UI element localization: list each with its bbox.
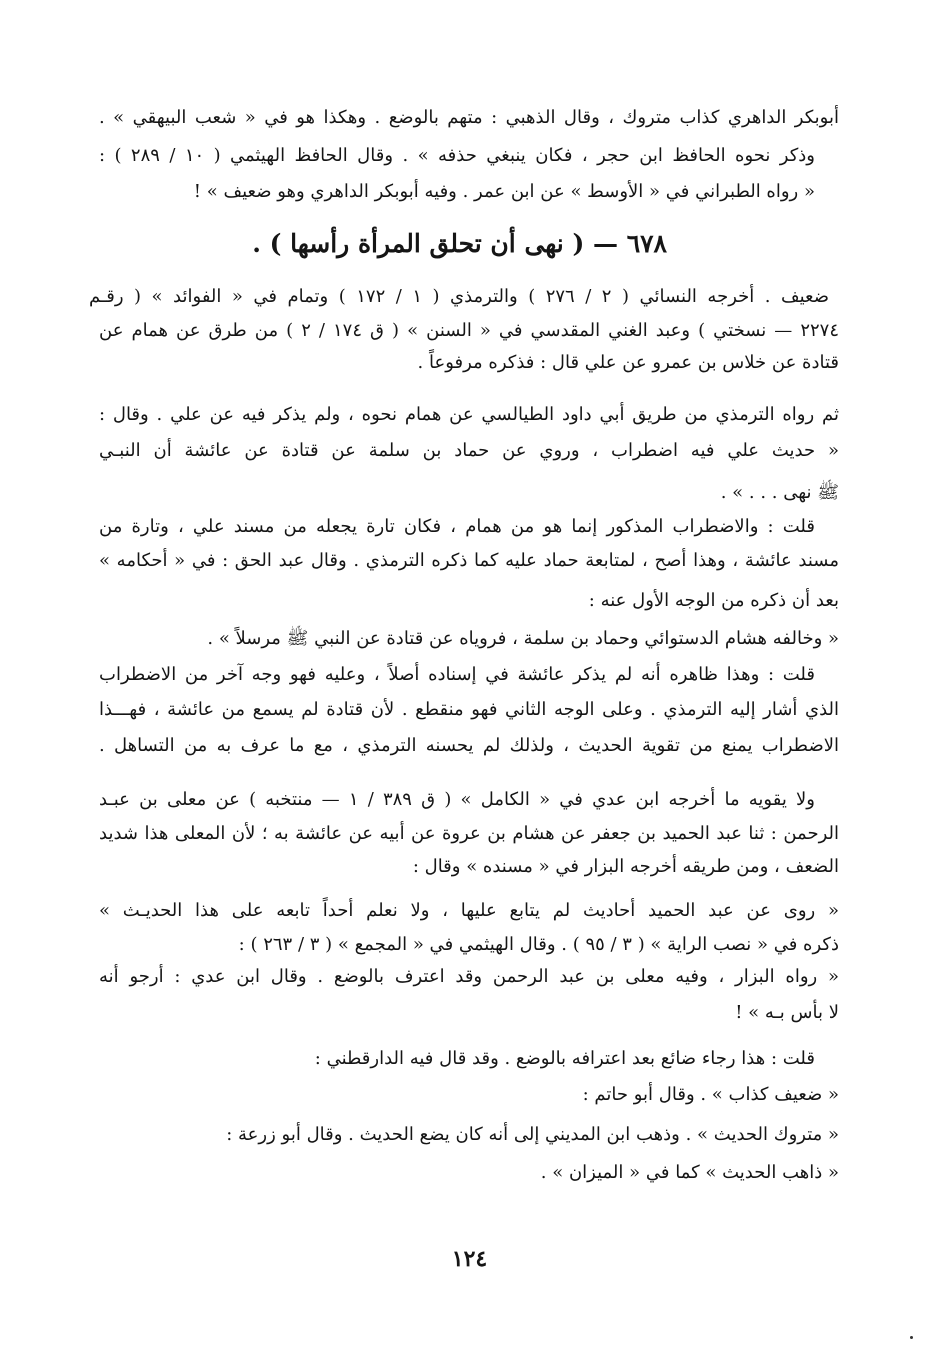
- text-line: الاضطراب يمنع من تقوية الحديث ، ولذلك لم يحسنه الترمذي ، مع ما عرف به من التساهل .: [99, 735, 839, 756]
- text-line: قلت : وهذا ظاهره أنه لم يذكر عائشة في إسناده أصلاً ، وعليه فهو وجه آخر من الاضطراب: [99, 664, 815, 685]
- text-line: ثم رواه الترمذي من طريق أبي داود الطيالسي عن همام نحوه ، ولم يذكر فيه عن علي . وقال :: [99, 404, 839, 425]
- text-line: الضعف ، ومن طريقه أخرجه البزار في « مسنده » وقال :: [412, 856, 839, 877]
- text-line: ﷺ نهى . . . » .: [720, 482, 839, 503]
- scan-speck: [910, 1336, 913, 1339]
- text-line: « وخالفه هشام الدستوائي وحماد بن سلمة ، فروياه عن قتادة عن النبي ﷺ مرسلاً » .: [207, 628, 839, 649]
- text-line: ذكره في « نصب الراية » ( ٣ / ٩٥ ) . وقال الهيثمي في « المجمع » ( ٣ / ٢٦٣ ) :: [238, 934, 839, 955]
- text-line: الرحمن : ثنا عبد الحميد بن جعفر عن هشام بن عروة عن أبيه عن عائشة به ؛ لأن المعلى هذا شديد: [99, 823, 839, 844]
- text-line: « متروك الحديث » . وذهب ابن المديني إلى أنه كان يضع الحديث . وقال أبو زرعة :: [226, 1124, 839, 1145]
- text-line: « رواه الطبراني في « الأوسط » عن ابن عمر . وفيه أبوبكر الداهري وهو ضعيف » !: [193, 181, 815, 202]
- text-line: « حديث علي فيه اضطراب ، وروي عن حماد بن سلمة عن قتادة عن عائشة أن النبـي: [99, 440, 839, 461]
- text-line: قتادة عن خلاس بن عمرو عن علي قال : فذكره مرفوعاً .: [417, 352, 839, 373]
- text-line: ضعيف . أخرجه النسائي ( ٢ / ٢٧٦ ) والترمذي ( ١ / ١٧٢ ) وتمام في « الفوائد » ( رقـم: [89, 286, 829, 307]
- hadith-heading: ٦٧٨ — ( نهى أن تحلق المرأة رأسها ) .: [252, 229, 667, 258]
- text-line: وذكر نحوه الحافظ ابن حجر ، فكان ينبغي حذفه » . وقال الحافظ الهيثمي ( ١٠ / ٢٨٩ ) :: [99, 145, 815, 166]
- text-line: « روى عن عبد الحميد أحاديث لم يتابع عليها ، ولا نعلم أحداً تابعه على هذا الحديـث »: [99, 900, 839, 921]
- text-line: الذي أشار إليه الترمذي . وعلى الوجه الثاني فهو منقطع . لأن قتادة لم يسمع من عائشة ، فهـــذا: [99, 699, 839, 720]
- text-line: لا بأس بـه » !: [735, 1002, 839, 1023]
- text-line: « ذاهب الحديث » كما في « الميزان » .: [540, 1162, 839, 1183]
- text-line: « رواه البزار ، وفيه معلى بن عبد الرحمن وقد اعترف بالوضع . وقال ابن عدي : أرجو أنه: [99, 966, 839, 987]
- text-line: مسند عائشة ، وهذا أصح ، لمتابعة حماد عليه كما ذكره الترمذي . وقال عبد الحق : في « أحكامه »: [99, 550, 839, 571]
- text-line: ولا يقويه ما أخرجه ابن عدي في « الكامل » ( ق ٣٨٩ / ١ — منتخبه ) عن معلى بن عبـد: [99, 789, 815, 810]
- text-line: بعد أن ذكره من الوجه الأول عنه :: [588, 590, 839, 611]
- text-line: « ضعيف كذاب » . وقال أبو حاتم :: [582, 1084, 839, 1105]
- text-line: قلت : هذا رجاء ضائع بعد اعترافه بالوضع . وقد قال فيه الدارقطني :: [314, 1048, 815, 1069]
- page-number: ١٢٤: [451, 1246, 488, 1272]
- text-line: قلت : والاضطراب المذكور إنما هو من همام ، فكان تارة يجعله من مسند علي ، وتارة من: [99, 516, 815, 537]
- text-line: ٢٢٧٤ — نسختي ) وعبد الغني المقدسي في « السنن » ( ق ١٧٤ / ٢ ) من طرق عن همام عن: [99, 320, 839, 341]
- text-line: أبوبكر الداهري كذاب متروك ، وقال الذهبي : متهم بالوضع . وهكذا هو في « شعب البيهقي » .: [99, 107, 839, 128]
